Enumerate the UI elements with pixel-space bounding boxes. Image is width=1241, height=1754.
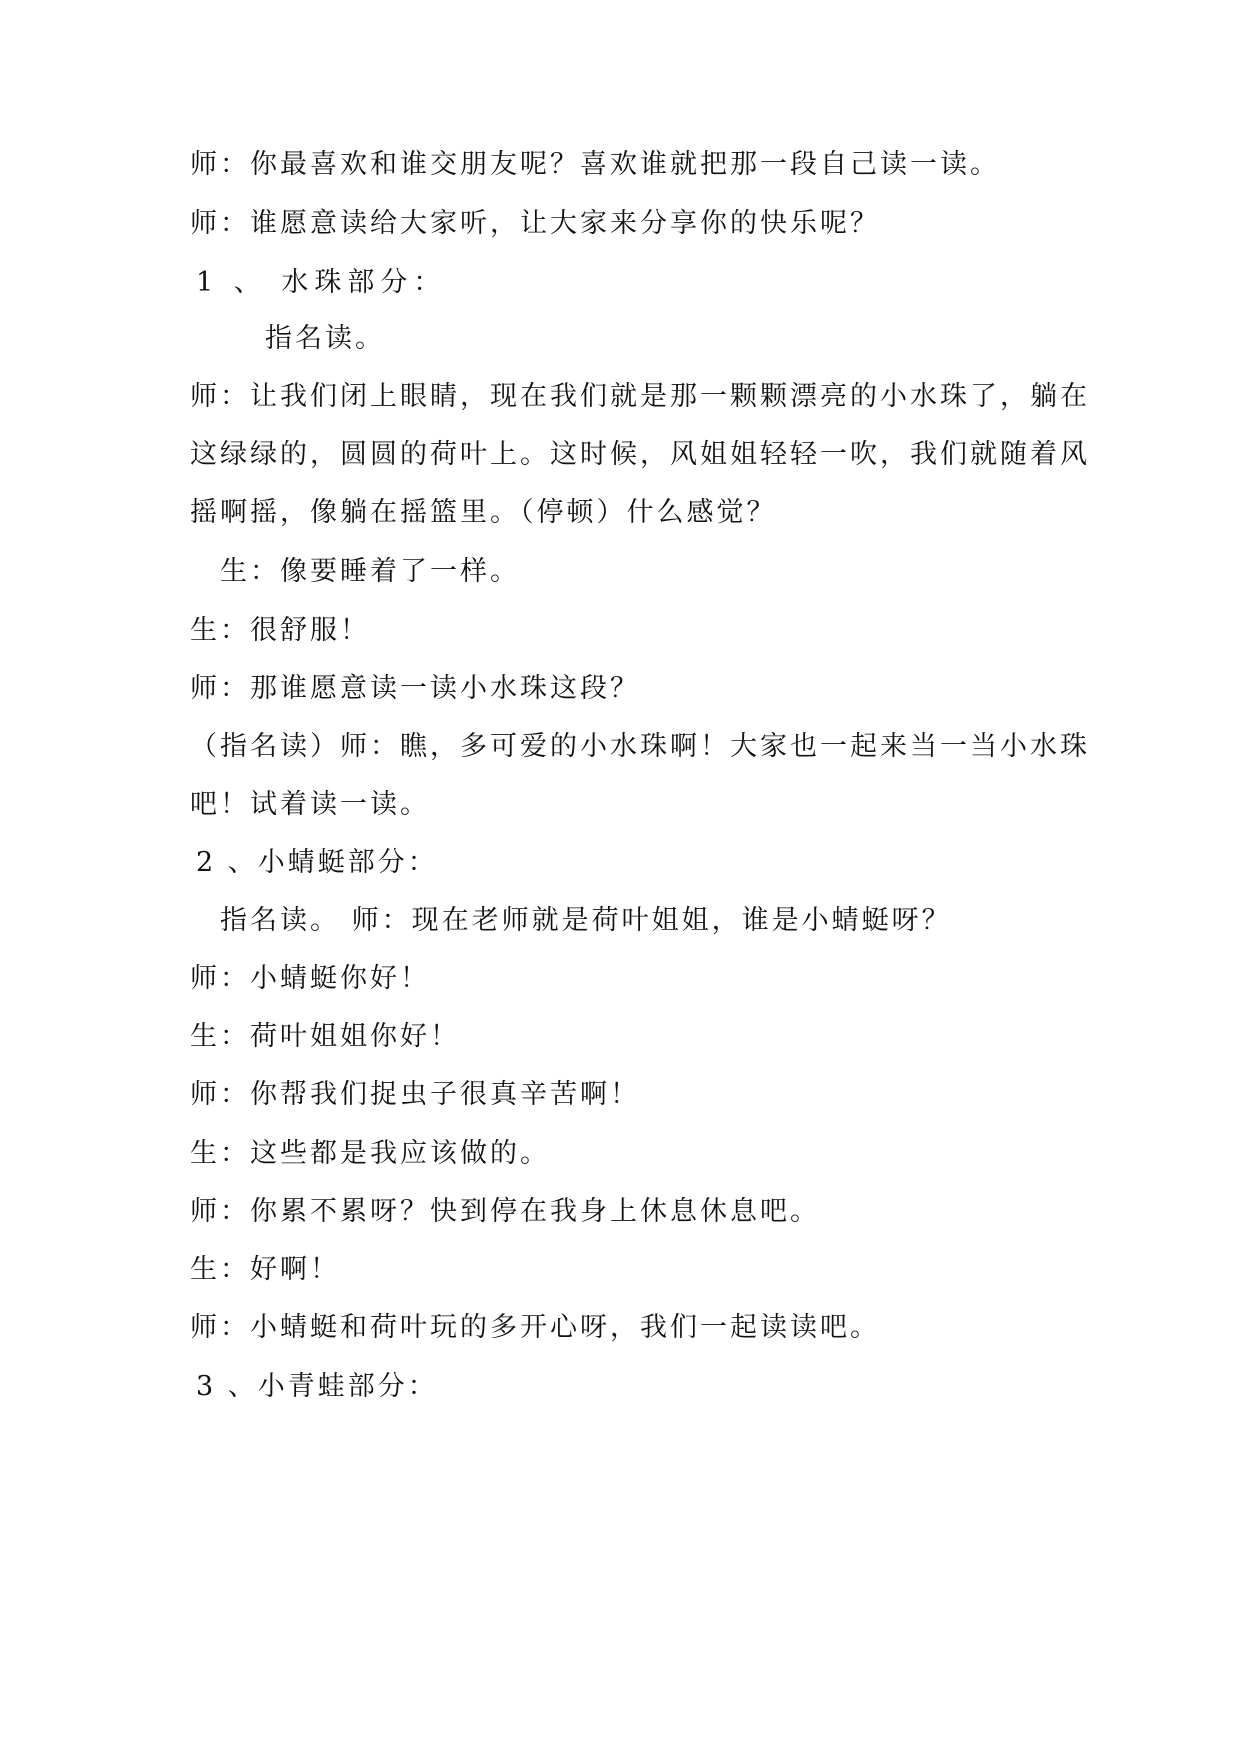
dialogue-line: 生：像要睡着了一样。 bbox=[220, 556, 520, 587]
section-heading: 2 、小蜻蜓部分： bbox=[196, 847, 438, 878]
dialogue-line: 师：你累不累呀？快到停在我身上休息休息吧。 bbox=[190, 1196, 820, 1227]
dialogue-line: 师：那谁愿意读一读小水珠这段？ bbox=[190, 673, 640, 704]
dialogue-line: 生：这些都是我应该做的。 bbox=[190, 1138, 550, 1169]
dialogue-line: 生：很舒服！ bbox=[190, 615, 370, 646]
dialogue-line: 这绿绿的，圆圆的荷叶上。这时候，风姐姐轻轻一吹，我们就随着风 bbox=[190, 439, 1090, 470]
instruction-line: 指名读。 bbox=[265, 323, 385, 354]
dialogue-line: 师：你最喜欢和谁交朋友呢？喜欢谁就把那一段自己读一读。 bbox=[190, 149, 1000, 180]
dialogue-line: 生：荷叶姐姐你好！ bbox=[190, 1021, 460, 1052]
dialogue-line: 师：让我们闭上眼睛，现在我们就是那一颗颗漂亮的小水珠了，躺在 bbox=[190, 381, 1090, 412]
section-heading: 3 、小青蛙部分： bbox=[196, 1371, 438, 1402]
dialogue-line: 摇啊摇，像躺在摇篮里。（停顿）什么感觉？ bbox=[190, 497, 777, 528]
dialogue-line: 师：小蜻蜓你好！ bbox=[190, 963, 430, 994]
dialogue-line: （指名读）师：瞧，多可爱的小水珠啊！大家也一起来当一当小水珠 bbox=[190, 731, 1090, 762]
section-heading: 1 、 水珠部分： bbox=[196, 267, 447, 298]
dialogue-line: 师：你帮我们捉虫子很真辛苦啊！ bbox=[190, 1079, 640, 1110]
dialogue-line: 师：谁愿意读给大家听，让大家来分享你的快乐呢？ bbox=[190, 208, 880, 239]
dialogue-line: 师：小蜻蜓和荷叶玩的多开心呀，我们一起读读吧。 bbox=[190, 1312, 880, 1343]
dialogue-line: 指名读。 师：现在老师就是荷叶姐姐，谁是小蜻蜓呀？ bbox=[220, 905, 952, 936]
dialogue-line: 吧！试着读一读。 bbox=[190, 789, 430, 820]
dialogue-line: 生：好啊！ bbox=[190, 1254, 340, 1285]
